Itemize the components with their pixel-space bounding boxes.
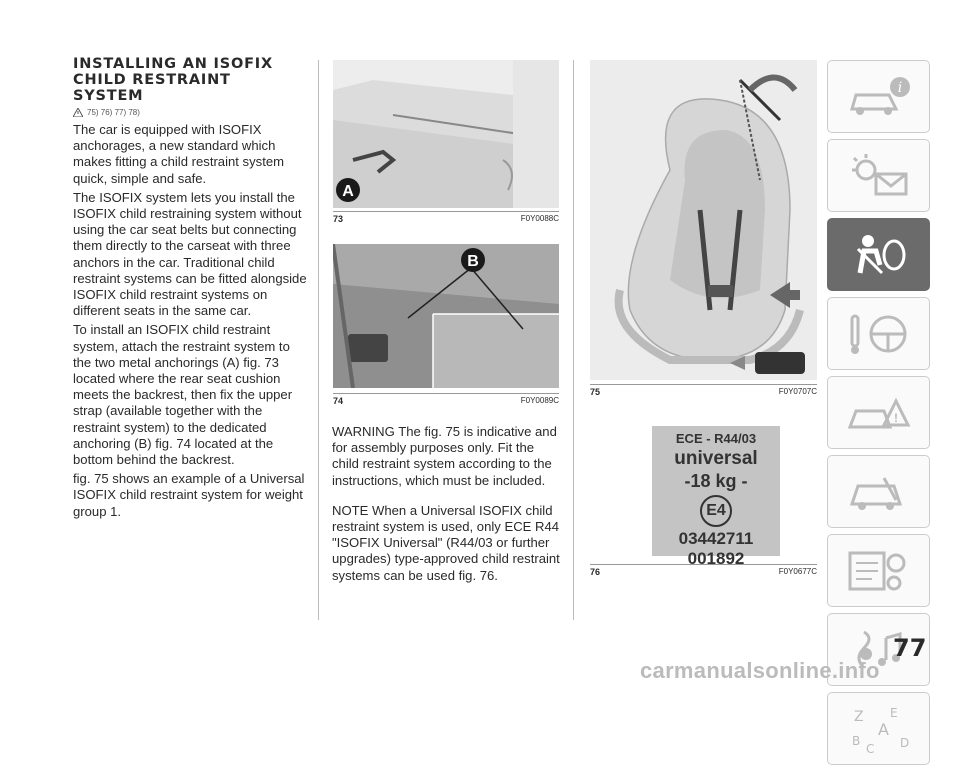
technical-data-icon (844, 545, 914, 597)
warning-icon (73, 108, 83, 117)
ece-serial: 001892 (687, 549, 745, 568)
column-divider (573, 60, 574, 620)
svg-text:C: C (865, 741, 874, 755)
figure-number: 73 (333, 214, 344, 224)
page-number: 77 (893, 634, 927, 662)
column-2 (332, 424, 560, 598)
svg-text:D: D (899, 735, 909, 750)
tab-emergency[interactable] (827, 376, 930, 449)
dashboard-lights-icon (844, 150, 914, 202)
callout-b: B (467, 253, 479, 270)
tab-dashboard-lights[interactable] (827, 139, 930, 212)
ece-category: universal (674, 448, 758, 469)
column-1 (73, 56, 308, 523)
figure-73 (333, 60, 559, 208)
figure-75 (590, 60, 817, 380)
svg-text:Z: Z (853, 708, 864, 725)
tab-index[interactable] (827, 692, 930, 765)
car-service-icon (844, 466, 914, 518)
paragraph: The ISOFIX system lets you install the ISOFIX child restraining system without using the car seat belts but connecting them directly to the carseat with three anchors in the car. Traditional child restraint systems can be fitted alongside ISOFIX child restraint systems on different seats in the same car. (73, 189, 307, 319)
paragraph: fig. 75 shows an example of a Universal ISOFIX child restraint system for weight group 1. (73, 471, 305, 519)
figure-73-caption (333, 211, 559, 224)
warning-refs-text: 75) 76) 77) 78) (87, 108, 140, 117)
callout-a: A (342, 183, 354, 200)
car-silhouette-icon (755, 352, 805, 374)
ece-approval-label (652, 426, 780, 568)
safety-airbag-icon (844, 229, 914, 281)
warning-paragraph: WARNING The fig. 75 is indicative and for assembly purposes only. Fit the child restraint system according to the instructions, which must be included. (332, 424, 557, 488)
car-info-icon (844, 71, 914, 123)
ece-weight: -18 kg - (684, 471, 748, 491)
figure-code: F0Y0089C (520, 396, 559, 405)
svg-text:!: ! (893, 410, 898, 425)
paragraph: The car is equipped with ISOFIX anchorages, a new standard which makes fitting a child restraint system quick, simple and safe. (73, 122, 285, 186)
figure-code: F0Y0677C (778, 567, 817, 576)
steering-key-icon (844, 308, 914, 360)
tab-technical-data[interactable] (827, 534, 930, 607)
figure-74-caption (333, 393, 559, 406)
tab-servicing[interactable] (827, 455, 930, 528)
figure-74 (333, 244, 559, 388)
watermark: carmanualsonline.info (640, 658, 880, 683)
tab-safety[interactable] (827, 218, 930, 291)
svg-text:B: B (851, 733, 860, 748)
ece-approval-number: 03442711 (678, 529, 754, 548)
figure-76-caption (590, 564, 817, 577)
svg-text:i: i (897, 79, 902, 96)
figure-75-caption (590, 384, 817, 397)
section-title: INSTALLING AN ISOFIX CHILD RESTRAINT SYSTEM (73, 56, 273, 104)
figure-number: 75 (590, 387, 601, 397)
ece-standard: ECE - R44/03 (675, 431, 757, 446)
e-mark-icon: E4 (700, 495, 732, 527)
figure-code: F0Y0707C (778, 387, 817, 396)
child-seat-illustration (590, 60, 817, 380)
paragraph: To install an ISOFIX child restraint system, attach the restraint system to the two metal anchorings (A) fig. 73 located where the rear seat cushion meets the backrest, then fix the upper strap (available together with the restraint system) to the dedicated anchoring (B) fig. 74 located at the bottom behind the backrest. (73, 322, 293, 468)
tether-anchor-illustration (333, 244, 559, 388)
isofix-anchor-illustration (333, 60, 559, 208)
warning-refs (73, 108, 308, 117)
svg-text:A: A (877, 719, 889, 739)
figure-number: 76 (590, 567, 601, 577)
column-divider (318, 60, 319, 620)
figure-number: 74 (333, 396, 344, 406)
tab-starting-driving[interactable] (827, 297, 930, 370)
svg-text:E: E (889, 705, 898, 720)
breakdown-icon (844, 387, 914, 439)
figure-code: F0Y0088C (520, 214, 559, 223)
tab-car-info[interactable] (827, 60, 930, 133)
note-paragraph: NOTE When a Universal ISOFIX child restraint system is used, only ECE R44 "ISOFIX Universal" (R44/03 or further upgrades) type-approved child restraint systems can be used fig. 76. (332, 502, 560, 583)
index-icon (844, 703, 914, 755)
